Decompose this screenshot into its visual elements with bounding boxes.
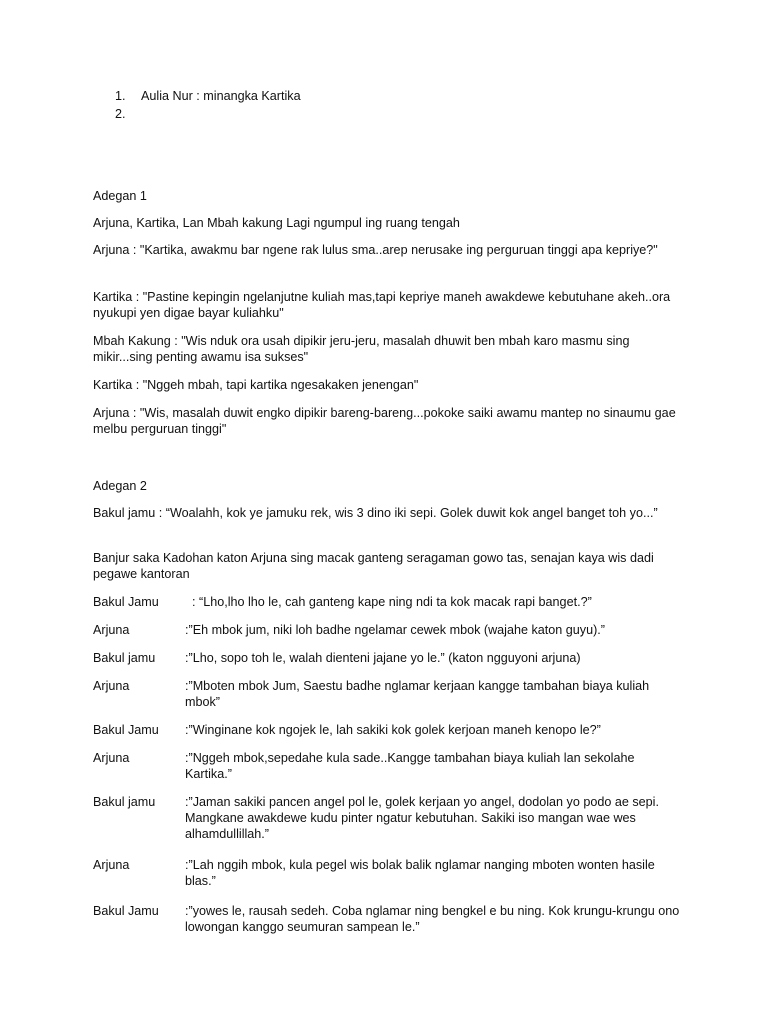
list-text: Aulia Nur : minangka Kartika [141, 89, 301, 103]
stage-direction: Banjur saka Kadohan katon Arjuna sing macak ganteng seragaman gowo tas, senajan kaya wis dadi pegawe kantoran [93, 551, 654, 581]
dialogue-line: Kartika : "Pastine kepingin ngelanjutne kuliah mas,tapi kepriye maneh awakdewe kebutuhane akeh..ora nyukupi yen digae bayar kuliahku" [93, 290, 671, 320]
speaker-name: Arjuna [93, 751, 130, 765]
stage-direction: Arjuna, Kartika, Lan Mbah kakung Lagi ngumpul ing ruang tengah [93, 216, 460, 230]
speech-text: : “Lho,lho lho le, cah ganteng kape ning ndi ta kok macak rapi banget.?” [185, 595, 592, 609]
speaker-name: Bakul Jamu [93, 904, 159, 918]
cast-list-item [115, 88, 301, 104]
speaker-name: Bakul Jamu [93, 723, 159, 737]
list-number: 1. [115, 89, 126, 103]
speech-text: :”Mboten mbok Jum, Saestu badhe nglamar kerjaan kangge tambahan biaya kuliah mbok” [185, 679, 650, 709]
dialogue-line: Kartika : "Nggeh mbah, tapi kartika ngesakaken jenengan" [93, 378, 419, 392]
speech-text: :”Lah nggih mbok, kula pegel wis bolak balik nglamar nanging mboten wonten hasile blas.” [185, 858, 655, 888]
dialogue-line: Mbah Kakung : "Wis nduk ora usah dipikir jeru-jeru, masalah dhuwit ben mbah karo masmu sing mikir...sing penting awamu isa sukses" [93, 334, 630, 364]
cast-list-item [115, 106, 141, 122]
speech-text: :”Winginane kok ngojek le, lah sakiki kok golek kerjoan maneh kenopo le?” [185, 723, 601, 737]
dialogue-line: Arjuna : "Kartika, awakmu bar ngene rak lulus sma..arep nerusake ing perguruan tinggi apa kepriye?" [93, 243, 658, 257]
speaker-name: Bakul Jamu [93, 595, 159, 609]
speech-text: :”Eh mbok jum, niki loh badhe ngelamar cewek mbok (wajahe katon guyu).” [185, 623, 605, 637]
speech-text: :”Lho, sopo toh le, walah dienteni jajane yo le.” (katon ngguyoni arjuna) [185, 651, 581, 665]
dialogue-line: Arjuna : "Wis, masalah duwit engko dipikir bareng-bareng...pokoke saiki awamu mantep no sinaumu gae melbu perguruan tinggi" [93, 406, 676, 436]
scene-heading: Adegan 2 [93, 479, 147, 493]
speech-text: :”Nggeh mbok,sepedahe kula sade..Kangge tambahan biaya kuliah lan sekolahe Kartika.” [185, 751, 635, 781]
speaker-name: Arjuna [93, 679, 130, 693]
speaker-name: Bakul jamu [93, 795, 156, 809]
speech-text: :”Jaman sakiki pancen angel pol le, golek kerjaan yo angel, dodolan yo podo ae sepi. Mangkane awakdewe kudu pinter ngatur kebutuhan. Sakiki iso mangan wae wes alhamdullillah.” [185, 795, 659, 841]
dialogue-line: Bakul jamu : “Woalahh, kok ye jamuku rek, wis 3 dino iki sepi. Golek duwit kok angel banget toh yo...” [93, 506, 658, 520]
speech-text: :”yowes le, rausah sedeh. Coba nglamar ning bengkel e bu ning. Kok krungu-krungu ono lowongan kanggo seumuran sampean le.” [185, 904, 680, 934]
speaker-name: Arjuna [93, 623, 130, 637]
speaker-name: Arjuna [93, 858, 130, 872]
speaker-name: Bakul jamu [93, 651, 156, 665]
list-number: 2. [115, 107, 126, 121]
scene-heading: Adegan 1 [93, 189, 147, 203]
